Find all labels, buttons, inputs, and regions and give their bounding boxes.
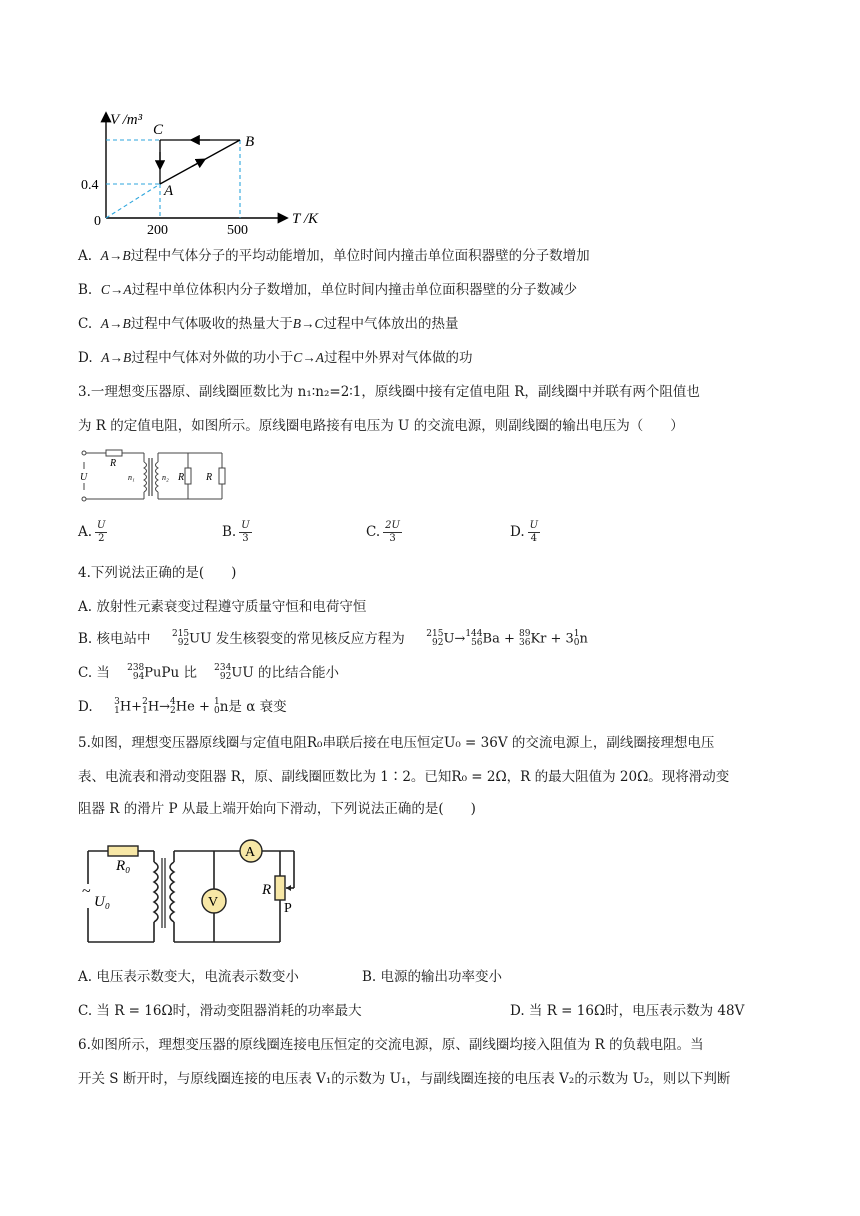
svg-text:U: U bbox=[80, 472, 88, 483]
svg-text:n₁: n₁ bbox=[128, 473, 135, 482]
q5-circuit bbox=[78, 836, 318, 948]
svg-text:R: R bbox=[206, 472, 213, 483]
q6-stem-line2: 开关 S 断开时，与原线圈连接的电压表 V₁的示数为 U₁，与副线圈连接的电压表 V₂的示数为 U₂，则以下判断 bbox=[78, 1071, 731, 1087]
resistor-r0 bbox=[108, 846, 138, 856]
q3-stem-line1: 3.一理想变压器原、副线圈匝数比为 n₁∶n₂=2∶1，原线圈中接有定值电阻 R，副线圈中并联有两个阻值也 bbox=[78, 384, 700, 400]
q5-option-c: C. 当 R = 16Ω时，滑动变阻器消耗的功率最大 bbox=[78, 1003, 362, 1019]
q2-option-d: D. A→B过程中气体对外做的功小于C→A过程中外界对气体做的功 bbox=[78, 350, 473, 366]
q4-option-a: A. 放射性元素衰变过程遵守质量守恒和电荷守恒 bbox=[78, 599, 367, 615]
q5-stem-line1: 5.如图，理想变压器原线圈与定值电阻R₀串联后接在电压恒定U₀ = 36V 的交流电源上，副线圈接理想电压 bbox=[78, 735, 715, 751]
q2-option-c: C. A→B过程中气体吸收的热量大于B→C过程中气体放出的热量 bbox=[78, 316, 459, 332]
q3-option-b: B. $\frac{U}{3}$ bbox=[222, 520, 250, 544]
point-b-label: B bbox=[245, 134, 255, 150]
y-axis-label: V /m³ bbox=[110, 112, 143, 128]
q4-stem: 4.下列说法正确的是( ) bbox=[78, 565, 237, 581]
q5-option-b: B. 电源的输出功率变小 bbox=[362, 969, 503, 985]
svg-text:U₀: U₀ bbox=[94, 894, 111, 910]
x-tick-500: 500 bbox=[227, 223, 248, 238]
q3-option-d: D. $\frac{U}{4}$ bbox=[510, 520, 539, 544]
point-a-label: A bbox=[164, 183, 174, 199]
vt-graph bbox=[80, 108, 320, 238]
x-tick-200: 200 bbox=[147, 223, 168, 238]
rheostat-r bbox=[275, 876, 285, 900]
resistor-r-secondary-1 bbox=[185, 468, 191, 484]
svg-text:R: R bbox=[262, 882, 272, 898]
svg-text:V: V bbox=[208, 895, 219, 910]
q3-circuit bbox=[78, 448, 238, 504]
svg-text:R: R bbox=[110, 458, 117, 469]
q3-option-c: C. $\frac{2U}{3}$ bbox=[366, 520, 400, 544]
svg-text:n₂: n₂ bbox=[162, 473, 169, 482]
svg-text:P: P bbox=[284, 901, 292, 916]
q3-stem-line2: 为 R 的定值电阻，如图所示。原线圈电路接有电压为 U 的交流电源，则副线圈的输出电压为（ ） bbox=[78, 418, 684, 434]
q2-option-a: A. A→B过程中气体分子的平均动能增加，单位时间内撞击单位面积器壁的分子数增加 bbox=[78, 248, 590, 264]
q5-stem-line3: 阻器 R 的滑片 P 从最上端开始向下滑动，下列说法正确的是( ) bbox=[78, 801, 476, 817]
x-axis-label: T /K bbox=[292, 211, 318, 227]
svg-text:R₀: R₀ bbox=[116, 858, 131, 874]
svg-text:A: A bbox=[245, 845, 256, 860]
q3-option-a: A. $\frac{U}{2}$ bbox=[78, 520, 106, 544]
q5-option-d: D. 当 R = 16Ω时，电压表示数为 48V bbox=[510, 1003, 745, 1019]
q4-option-d: D. 3 1 H+ 2 1 H→ 4 2 He + 1 0 n是 α 衰变 bbox=[78, 697, 287, 717]
point-c-label: C bbox=[153, 122, 164, 138]
resistor-r-secondary-2 bbox=[219, 468, 225, 484]
q6-stem-line1: 6.如图所示，理想变压器的原线圈连接电压恒定的交流电源，原、副线圈均接入阻值为 R 的负载电阻。当 bbox=[78, 1037, 704, 1053]
resistor-r-primary bbox=[106, 450, 122, 456]
q4-option-b: B. 核电站中 215 92 UU 发生核裂变的常见核反应方程为 215 92 U→ 144 56 Ba + 89 36 Kr + 3 1 0 n bbox=[78, 629, 588, 649]
q5-stem-line2: 表、电流表和滑动变阻器 R，原、副线圈匝数比为 1∶2。已知R₀ = 2Ω，R 的最大阻值为 20Ω。现将滑动变 bbox=[78, 769, 730, 785]
q5-option-a: A. 电压表示数变大，电流表示数变小 bbox=[78, 969, 299, 985]
y-tick-label: 0.4 bbox=[81, 178, 99, 193]
origin-label: 0 bbox=[94, 214, 101, 229]
svg-text:R: R bbox=[178, 472, 185, 483]
q2-option-b: B. C→A过程中单位体积内分子数增加，单位时间内撞击单位面积器壁的分子数减少 bbox=[78, 282, 578, 298]
q4-option-c: C. 当 238 94 PuPu 比 234 92 UU 的比结合能小 bbox=[78, 663, 339, 683]
svg-text:~: ~ bbox=[82, 883, 91, 900]
